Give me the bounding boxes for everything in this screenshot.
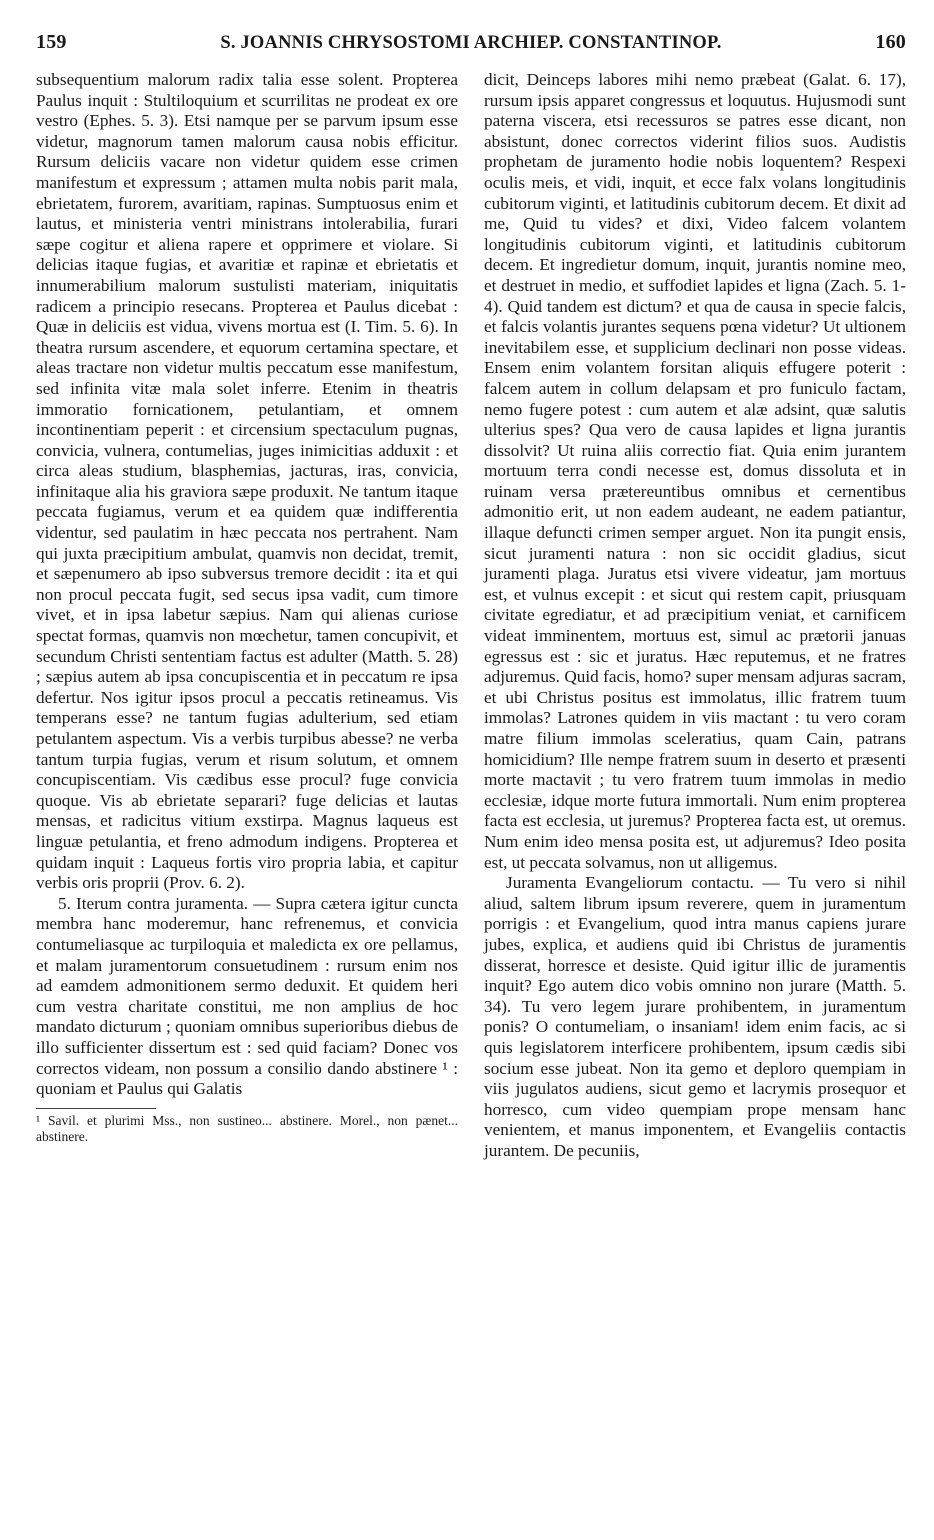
- page-number-left: 159: [36, 31, 67, 53]
- right-paragraph-2: Juramenta Evangeliorum contactu. — Tu vero si nihil aliud, saltem librum ipsum reverere, quem in juramentum porrigis : et Evangelium, quod intra manus capiens jurare jubes, explica, et audiens quid ibi Christus de juramentis disserat, horresce et desiste. Quid igitur illic de juramentis inquit? Ego autem dico vobis omnino non jurare (Matth. 5. 34). Tu vero legem jurare prohibentem, in juramentum ponis? O contumeliam, o insaniam! idem enim facis, ac si quis legislatorem interficere prohibentem, ipsum cædis sibi socium esse jubeat. Non ita gemo et deploro quempiam in viis jugulatos audiens, sicut gemo et lacrymis prosequor et horresco, cum video quempiam prope mensam hanc venientem, et manus imponentem, et Evangeliis contactis jurantem. De pecuniis,: [484, 873, 906, 1160]
- text-columns: [36, 70, 906, 1161]
- right-paragraph-1: dicit, Deinceps labores mihi nemo præbeat (Galat. 6. 17), rursum ipsis apparet congressus et loquutus. Hujusmodi sunt paterna viscera, etsi recessuros se patres esse dicant, non absistunt, donec correctos viderint filios suos. Audistis prophetam de juramento hodie nobis loquentem? Respexi oculis meis, et vidi, inquit, et ecce falx volans longitudinis cubitorum viginti, et latitudinis cubitorum decem. Et dixit ad me, Quid tu vides? et dixi, Video falcem volantem longitudinis cubitorum viginti, et latitudinis cubitorum decem. Et ingredietur domum, inquit, jurantis nomine meo, et destruet in medio, et suffodiet lapides et ligna (Zach. 5. 1-4). Quid tandem est dictum? et qua de causa in specie falcis, et falcis volantis jurantes sequens pœna videtur? Ut ultionem inevitabilem esse, et supplicium declinari non posse videas. Ensem enim volantem forsitan aliquis effugere poterit : falcem autem in collum delapsam et pro funiculo factam, nemo fugere potest : cum autem et alæ adsint, quæ salutis ulterius spes? Qua vero de causa lapides et ligna jurantis dissolvit? Ut ruina aliis correctio fiat. Quia enim jurantem mortuum terra condi necesse est, domus dissoluta et in ruinam versa prætereuntibus omnibus et cernentibus admonitio erit, ut non eadem audeant, ne eadem patiantur, illaque defuncti crimen semper arguet. Non ita pungit ensis, sicut juramenti natura : non sic occidit gladius, sicut juramenti plaga. Juratus etsi vivere videatur, jam mortuus est, et vulnus excepit : et sicut qui restem capit, priusquam civitate egrediatur, et ad præcipitium veniat, et carnificem videat imminentem, mortuus est, simul ac prætorii januas egressus est : sic et juratus. Hæc reputemus, et ne fratres adjuremus. Quid facis, homo? super mensam adjuras sacram, et ubi Christus positus est immolatus, illic fratrem tuum immolas? Latrones quidem in viis mactant : tu vero coram matre filium immolas sceleratius, quam Cain, patrans homicidium? Ille nempe fratrem suum in deserto et præsenti morte mactavit ; tu vero fratrem tuum immolas in medio ecclesiæ, idque morte futura immortali. Num enim propterea facta est ecclesia, ut juremus? Propterea facta est, ut oremus. Num enim ideo mensa posita est, ut adjuremus? Ideo posita est, ut peccata solvamus, non ut alligemus.: [484, 70, 906, 872]
- footnote-divider: [36, 1108, 156, 1109]
- right-column: [484, 70, 906, 1161]
- running-head: [36, 30, 906, 64]
- left-column: [36, 70, 458, 1161]
- left-paragraph-1: subsequentium malorum radix talia esse solent. Propterea Paulus inquit : Stultiloquium et scurrilitas ne prodeat ex ore vestro (Ephes. 5. 3). Etsi namque per se parvum ipsum esse videtur, magnorum tamen malorum causa nobis efficitur. Rursum deliciis vacare non videtur quidem esse crimen manifestum et expressum ; attamen multa nobis parit mala, ebrietatem, furorem, avaritiam, rapinas. Sumptuosus enim et lautus, et ministeria ventri ministrans intolerabilia, furari sæpe cogitur et aliena rapere et opprimere et violare. Si delicias itaque fugias, et avaritiæ et rapinæ et ebrietatis et innumerabilium malorum sustulisti materiam, iniquitatis radicem a principio resecans. Propterea et Paulus dicebat : Quæ in deliciis est vidua, vivens mortua est (I. Tim. 5. 6). In theatra rursum ascendere, et equorum certamina spectare, et aleas tractare non videtur multis peccatum esse manifestum, sed infinita vitæ mala solet inferre. Etenim in theatris immoratio fornicationem, petulantiam, et omnem incontinentiam peperit : et circensium spectaculum pugnas, convicia, vulnera, contumelias, juges inimicitias adduxit : et circa aleas studium, blasphemias, jacturas, iras, convicia, infinitaque alia his graviora sæpe produxit. Ne tantum itaque peccata fugiamus, verum et ea quidem quæ indifferentia videntur, sed paulatim in hæc peccata nos pertrahent. Nam qui juxta præcipitium ambulat, quamvis non decidat, tremit, et sæpenumero ab ipso subversus tremore decidit : ita et qui non procul peccata fugit, sed secus ipsa vadit, cum timore vivet, et in ipsa labetur sæpius. Nam qui alienas curiose spectat formas, quamvis non mœchetur, tamen concupivit, et secundum Christi sententiam factus est adulter (Matth. 5. 28) ; sæpius autem ab ipsa concupiscentia et in peccatum re ipsa defertur. Nos igitur ipsos procul a peccatis retineamus. Vis temperans esse? ne tantum fugias adulterium, sed etiam petulantem aspectum. Vis a verbis turpibus abesse? ne verba tantum turpia fugias, verum et risum solutum, et omnem concupiscentiam. Vis cædibus esse procul? fuge convicia quoque. Vis ab ebrietate separari? fuge delicias et lautas mensas, et radicitus vitium exstirpa. Magnus laqueus est linguæ petulantia, et freno admodum indigens. Propterea et quidam inquit : Laqueus fortis viro propria labia, et capitur verbis oris proprii (Prov. 6. 2).: [36, 70, 458, 893]
- page-number-right: 160: [875, 31, 906, 53]
- footnote: ¹ Savil. et plurimi Mss., non sustineo... abstinere. Morel., non pænet... abstinere.: [36, 1112, 458, 1144]
- running-title: S. JOANNIS CHRYSOSTOMI ARCHIEP. CONSTANTINOP.: [220, 33, 722, 53]
- left-paragraph-2: 5. Iterum contra juramenta. — Supra cætera igitur cuncta membra hanc moderemur, hanc refrenemus, et convicia contumeliasque ac turpiloquia et maledicta ex ore pellamus, et malam juramentorum consuetudinem : rursum enim nos ad eamdem admonitionem sermo deduxit. Et quidem heri cum vestra charitate constitui, me non amplius de hoc mandato dicturum ; quoniam omnibus superioribus diebus de illo sufficienter dissertum est : sed quid faciam? Donec vos correctos videam, non possum a consilio dando abstinere ¹ : quoniam et Paulus qui Galatis: [36, 893, 458, 1099]
